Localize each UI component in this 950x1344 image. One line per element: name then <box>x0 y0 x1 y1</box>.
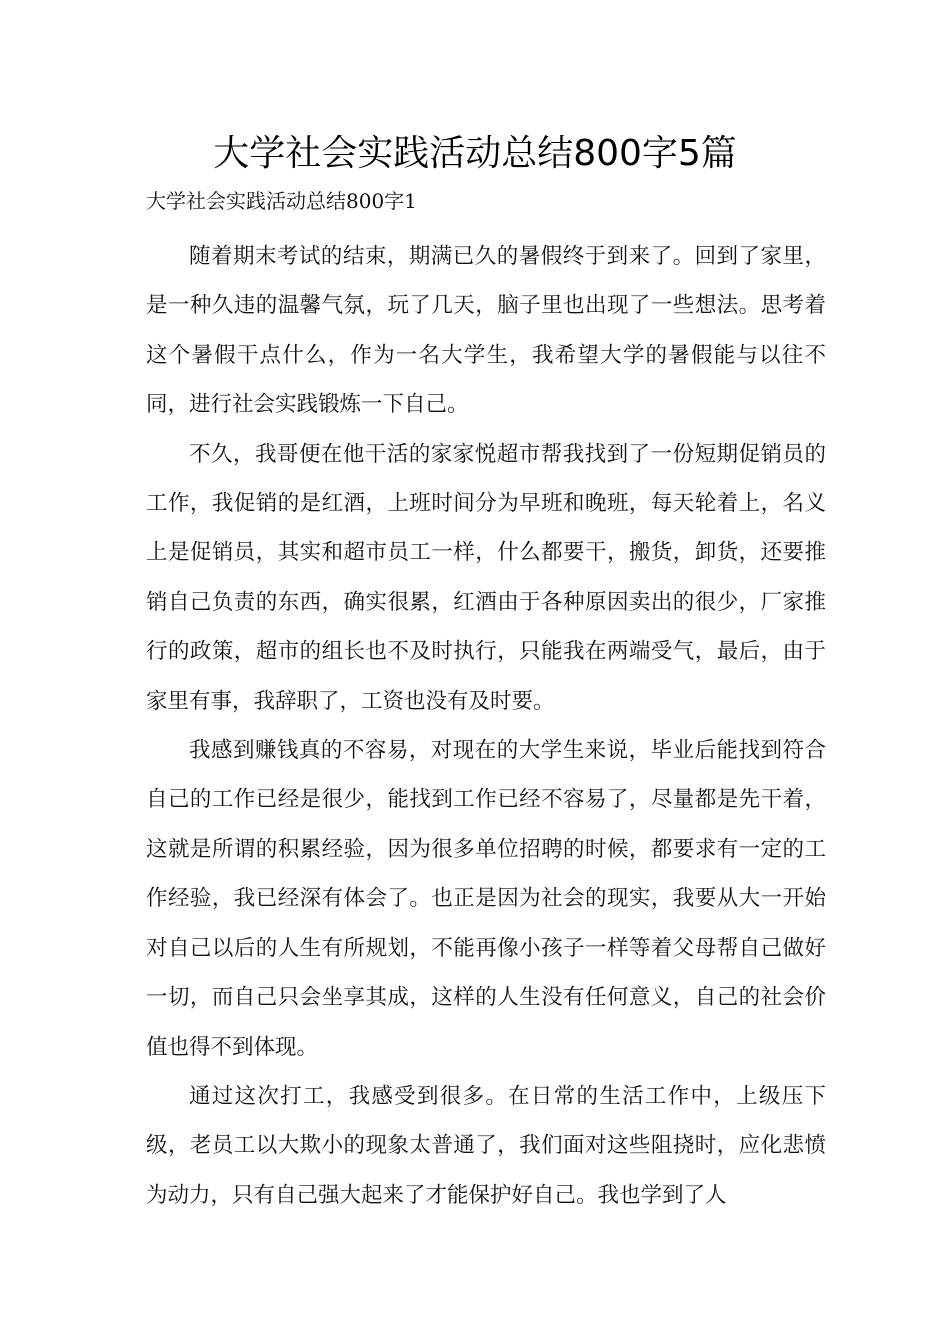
section-heading: 大学社会实践活动总结800字1 <box>146 189 417 213</box>
document-title: 大学社会实践活动总结800字5篇 <box>213 133 737 174</box>
paragraph: 通过这次打工，我感受到很多。在日常的生活工作中，上级压下级，老员工以大欺小的现象太普通了，我们面对这些阻挠时，应化悲愤为动力，只有自己强大起来了才能保护好自己。我也学到了人 <box>146 1083 826 1208</box>
document-body <box>146 232 826 1220</box>
paragraph: 不久，我哥便在他干活的家家悦超市帮我找到了一份短期促销员的工作，我促销的是红酒，上班时间分为早班和晚班，每天轮着上，名义上是促销员，其实和超市员工一样，什么都要干，搬货，卸货，还要推销自己负责的东西，确实很累，红酒由于各种原因卖出的很少，厂家推行的政策，超市的组长也不及时执行，只能我在两端受气，最后，由于家里有事，我辞职了，工资也没有及时要。 <box>146 441 826 714</box>
paragraph: 随着期末考试的结束，期满已久的暑假终于到来了。回到了家里，是一种久违的温馨气氛，玩了几天，脑子里也出现了一些想法。思考着这个暑假干点什么，作为一名大学生，我希望大学的暑假能与以往不同，进行社会实践锻炼一下自己。 <box>146 244 826 418</box>
paragraph: 我感到赚钱真的不容易，对现在的大学生来说，毕业后能找到符合自己的工作已经是很少，能找到工作已经不容易了，尽量都是先干着，这就是所谓的积累经验，因为很多单位招聘的时候，都要求有一定的工作经验，我已经深有体会了。也正是因为社会的现实，我要从大一开始对自己以后的人生有所规划，不能再像小孩子一样等着父母帮自己做好一切，而自己只会坐享其成，这样的人生没有任何意义，自己的社会价值也得不到体现。 <box>146 738 826 1060</box>
